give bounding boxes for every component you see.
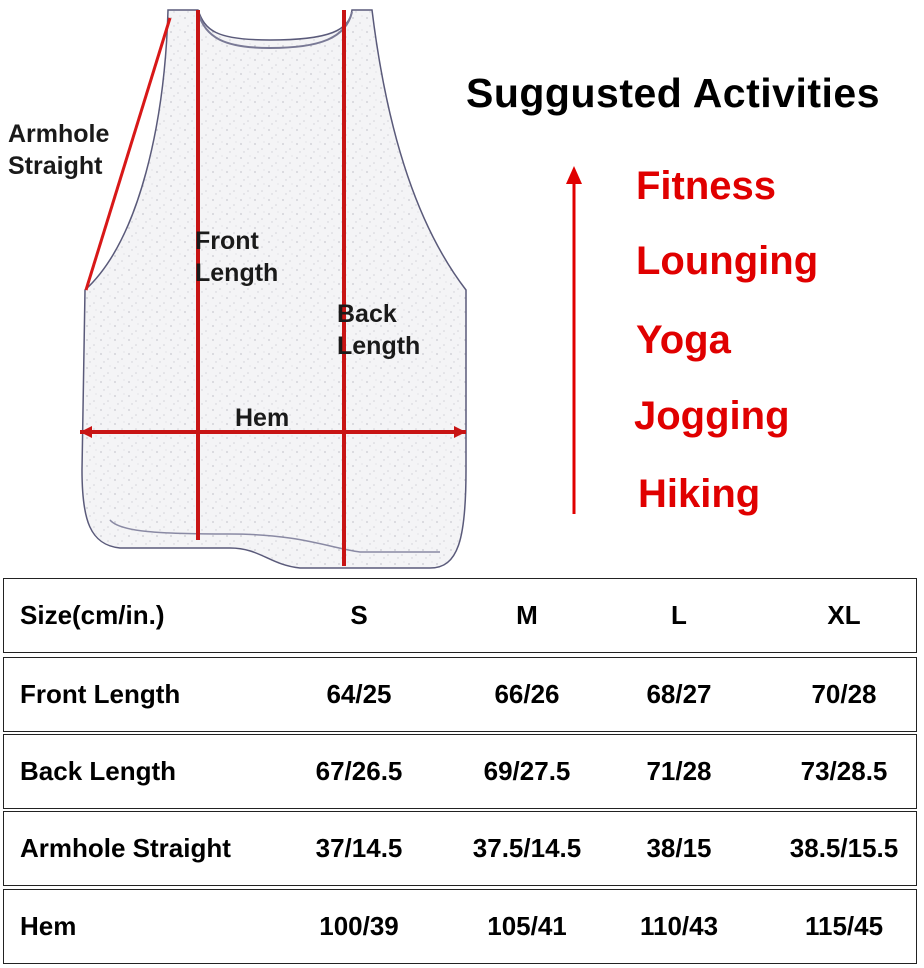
table-row [3, 811, 917, 886]
row-label: Armhole Straight [20, 833, 231, 863]
size-value: 70/28 [811, 679, 877, 709]
size-value: 100/39 [319, 911, 399, 941]
size-value: 71/28 [646, 756, 712, 786]
garment-diagram [0, 0, 480, 572]
front-length-label: Front Length [195, 227, 279, 287]
size-value: 105/41 [487, 911, 567, 941]
activity-item: Hiking [638, 472, 761, 516]
size-value: 73/28.5 [800, 756, 888, 786]
row-label: Front Length [20, 679, 181, 709]
size-value: 38.5/15.5 [789, 833, 899, 863]
header-size-xl: XL [827, 600, 861, 630]
activity-item: Lounging [636, 239, 819, 283]
size-value: 38/15 [646, 833, 712, 863]
size-value: 67/26.5 [315, 756, 403, 786]
row-label: Back Length [20, 756, 177, 786]
table-row [3, 657, 917, 732]
header-size-l: L [671, 600, 687, 630]
row-label: Hem [20, 911, 77, 941]
activity-item: Yoga [636, 318, 731, 362]
size-value: 66/26 [494, 679, 560, 709]
size-value: 37/14.5 [315, 833, 403, 863]
tank-top-body [82, 10, 466, 568]
header-size-m: M [516, 600, 538, 630]
header-size-label: Size(cm/in.) [20, 600, 165, 630]
activities-title: Suggusted Activities [466, 70, 880, 116]
armhole-label: Armhole Straight [8, 120, 110, 180]
size-value: 37.5/14.5 [472, 833, 582, 863]
size-value: 68/27 [646, 679, 712, 709]
back-length-label: Back Length [337, 300, 421, 360]
size-value: 110/43 [639, 911, 719, 941]
table-row [3, 889, 917, 964]
hem-label: Hem [235, 404, 290, 432]
up-arrow-icon [560, 162, 590, 518]
size-value: 64/25 [326, 679, 392, 709]
table-row [3, 734, 917, 809]
size-value: 69/27.5 [483, 756, 571, 786]
activity-item: Jogging [634, 394, 790, 438]
activity-item: Fitness [636, 164, 777, 208]
size-value: 115/45 [804, 911, 884, 941]
size-table-header [3, 578, 917, 653]
header-size-s: S [350, 600, 368, 630]
